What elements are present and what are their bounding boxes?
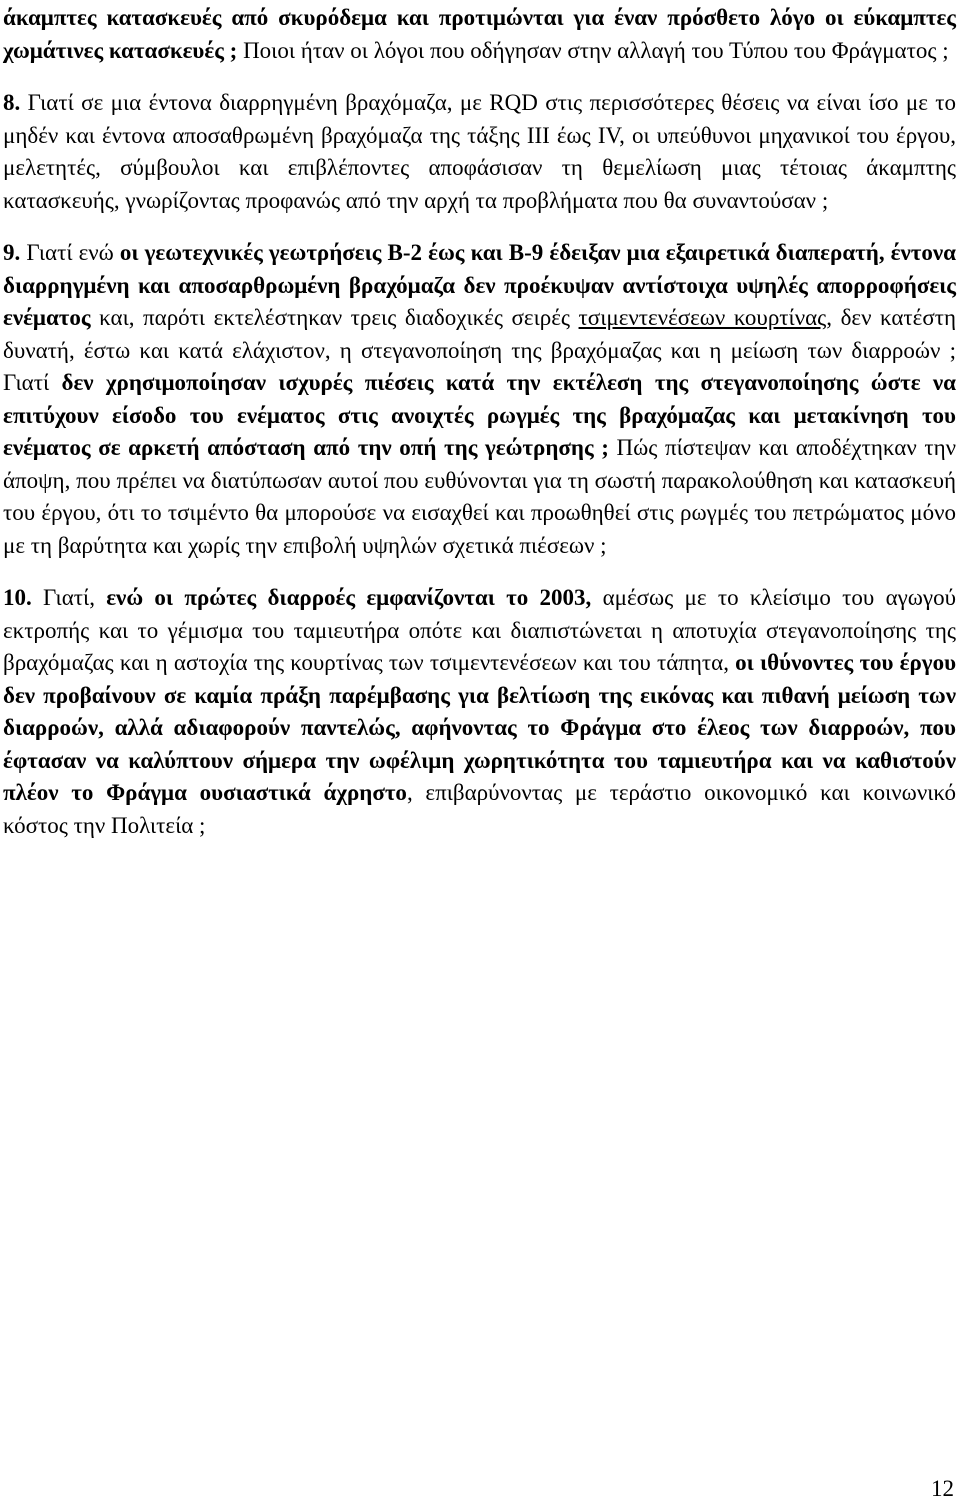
text-run: Ποιοι ήταν οι λόγοι που οδήγησαν στην αλλαγή του Τύπου του Φράγματος ; <box>237 37 949 63</box>
item-number: 10. <box>3 585 32 610</box>
text-run: Γιατί σε μια έντονα διαρρηγμένη βραχόμαζα, με RQD στις περισσότερες θέσεις να είναι ίσο με το μηδέν και έντονα αποσαθρωμένη βραχόμαζα της τάξης ΙΙΙ έως IV, οι υπεύθυνοι μηχανικοί του έργου, μελετητές, σύμβουλοι και επιβλέποντες αποφάσισαν τη θεμελίωση μιας τέτοιας άκαμπτης κατασκευής, γνωρίζοντας προφανώς από την αρχή τα προβλήματα που θα συναντούσαν ; <box>3 90 956 213</box>
text-run: και, παρότι εκτελέστηκαν τρεις διαδοχικές σειρές <box>90 305 579 330</box>
text-run: Γιατί, <box>31 585 107 610</box>
text-run: άκαμπτες κατασκευές από σκυρόδεμα και προτιμώνται για έναν πρόσθετο λόγο οι εύκαμπτες χωμάτινες κατασκευές ; <box>3 5 956 63</box>
text-run: Γιατί ενώ <box>20 240 120 265</box>
paragraph-10 <box>3 582 956 842</box>
paragraph-8 <box>3 87 956 217</box>
text-run: Πώς πίστεψαν και αποδέχτηκαν την άποψη, που πρέπει να διατύπωσαν αυτοί που ευθύνονται για τη σωστή παρακολούθηση και κατασκευή του έργου, ότι το τσιμέντο θα μπορούσε να εισαχθεί και προωθηθεί στις ρωγμές του πετρώματος μόνο με τη βαρύτητα και χωρίς την επιβολή υψηλών σχετικά πιέσεων ; <box>3 435 956 558</box>
text-run-bold: ενώ οι πρώτες διαρροές εμφανίζονται το 2003, <box>106 585 592 610</box>
item-number: 8. <box>3 90 21 115</box>
paragraph-7-continuation <box>3 2 956 67</box>
item-number: 9. <box>3 240 21 265</box>
document-page <box>3 2 956 842</box>
page-number: 12 <box>931 1476 954 1501</box>
text-run-bold: οι γεωτεχνικές γεωτρήσεις Β-2 έως και Β-9 έδειξαν μια εξαιρετικά διαπερατή, έντονα διαρρηγμένη και αποσαρθρωμένη βραχόμαζα δεν προέκυψαν αντίστοιχα υψηλές απορροφήσεις ενέματος <box>3 240 956 330</box>
text-run-underlined: τσιμεντενέσεων κουρτίνας <box>578 305 827 330</box>
text-run-bold: δεν χρησιμοποίησαν ισχυρές πιέσεις κατά την εκτέλεση της στεγανοποίησης ώστε να επιτύχουν είσοδο του ενέματος στις ανοιχτές ρωγμές της βραχόμαζας και μετακίνηση του ενέματος σε αρκετή απόσταση από την οπή της γεώτρησης ; <box>3 370 956 460</box>
text-run-bold: οι ιθύνοντες του έργου δεν προβαίνουν σε καμία πράξη παρέμβασης για βελτίωση της εικόνας και πιθανή μείωση των διαρροών, αλλά αδιαφορούν παντελώς, αφήνοντας το Φράγμα στο έλεος των διαρροών, που έφτασαν να καλύπτουν σήμερα την ωφέλιμη χωρητικότητα του ταμιευτήρα και να καθιστούν πλέον το Φράγμα ουσιαστικά άχρηστο <box>3 650 957 805</box>
paragraph-9 <box>3 237 956 562</box>
text-run: , δεν κατέστη δυνατή, έστω και κατά ελάχιστον, η στεγανοποίηση της βραχόμαζας και η μείωση των διαρροών ; Γιατί <box>3 305 957 395</box>
text-run: , επιβαρύνοντας με τεράστιο οικονομικό και κοινωνικό κόστος την Πολιτεία ; <box>3 780 956 838</box>
text-run: αμέσως με το κλείσιμο του αγωγού εκτροπής και το γέμισμα του ταμιευτήρα οπότε και διαπιστώνεται η αποτυχία στεγανοποίησης της βραχόμαζας και η αστοχία της κουρτίνας των τσιμεντενέσεων και του τάπητα, <box>3 585 956 675</box>
